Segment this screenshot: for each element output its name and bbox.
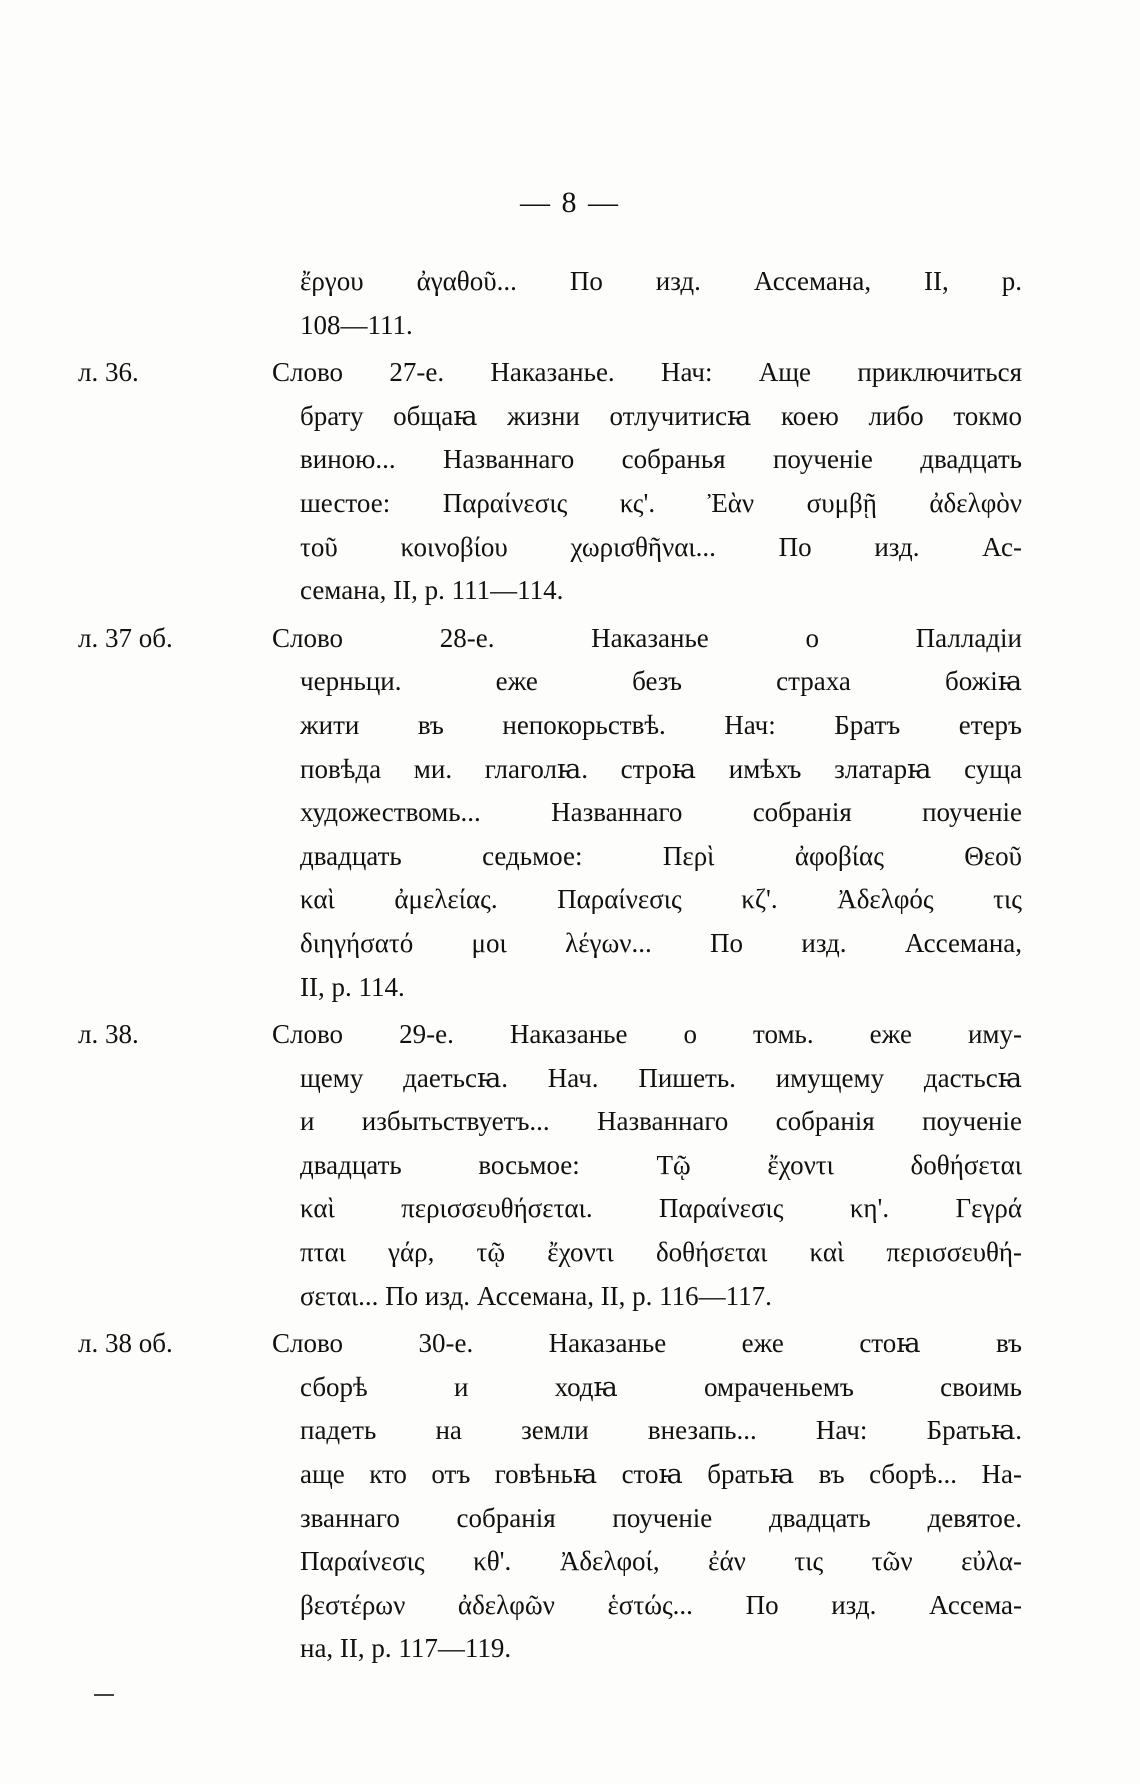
text-line: шестое: Παραίνεσις κς'. Ἐὰν συμβῇ ἀδελφὸν: [300, 487, 1022, 518]
text-line: художествомь... Названнаго собранія поученіе: [300, 797, 1022, 828]
text-line: ἔργου ἀγαθοῦ... По изд. Ассемана, II, р.: [300, 266, 1022, 296]
text-line: жити въ непокорьствѣ. Нач: Братъ етеръ: [300, 709, 1022, 740]
folio-label: л. 38.: [78, 1019, 139, 1050]
folio-label: л. 38 об.: [78, 1328, 173, 1359]
entry: [78, 1013, 1022, 1318]
text-line: и избытьствуетъ... Названнаго собранія поученіе: [300, 1106, 1022, 1137]
text-line: διηγήσατό μοι λέγων... По изд. Ассемана,: [300, 927, 1022, 958]
text-line: падеть на земли внезапь... Нач: Братьꙗ.: [300, 1415, 1022, 1446]
text-line: Слово 29-е. Наказанье о томь. еже иму-: [272, 1019, 1022, 1050]
page-number: — 8 —: [520, 186, 620, 219]
text-line: повѣда ми. глаголꙗ. строꙗ имѣхъ златарꙗ суща: [300, 753, 1022, 784]
margin-rule: [94, 1694, 114, 1696]
entry: [78, 1322, 1022, 1671]
text-line: черньци. еже безъ страха божіꙗ: [300, 666, 1022, 697]
text-line: Слово 30-е. Наказанье еже стоꙗ въ: [272, 1328, 1022, 1359]
text-line: двадцать восьмое: Τῷ ἔχοντι δοθήσεται: [300, 1149, 1022, 1180]
folio-reference: [0, 1013, 300, 1057]
text-block: [78, 260, 1022, 1671]
text-line: виною... Названнаго собранья поученіе двадцать: [300, 444, 1022, 475]
text-line: καὶ ἀμελείας. Παραίνεσις κζ'. Ἀδελφός τις: [300, 884, 1022, 915]
text-line: Слово 28-е. Наказанье о Палладіи: [272, 622, 1022, 653]
text-line: сборѣ и ходꙗ омраченьемъ своимь: [300, 1371, 1022, 1402]
folio-reference: [0, 1322, 300, 1366]
text-line: πται γάρ, τῷ ἔχοντι δοθήσεται καὶ περισσευθή-: [300, 1237, 1022, 1268]
folio-reference: [0, 351, 300, 395]
text-line: Слово 27-е. Наказанье. Нач: Аще приключиться: [272, 357, 1022, 388]
entry: [300, 260, 1022, 347]
text-line: σεται... По изд. Ассемана, II, р. 116—117.: [300, 1280, 772, 1311]
entry: [78, 351, 1022, 613]
text-line: II, р. 114.: [300, 971, 405, 1002]
text-line: аще кто отъ говѣньꙗ стоꙗ братьꙗ въ сборѣ... На-: [300, 1459, 1022, 1490]
text-line: семана, II, р. 111—114.: [300, 575, 564, 606]
text-line: καὶ περισσευθήσεται. Παραίνεσις κη'. Γεγρά: [300, 1193, 1022, 1224]
folio-label: л. 37 об.: [78, 622, 173, 653]
text-line: двадцать седьмое: Περὶ ἀφοβίας Θεοῦ: [300, 840, 1022, 871]
entry: [78, 617, 1022, 1009]
folio-label: л. 36.: [78, 357, 139, 388]
text-line: брату общаꙗ жизни отлучитисꙗ коею либо токмо: [300, 400, 1022, 431]
text-line: τοῦ κοινοβίου χωρισθῆναι... По изд. Ас-: [300, 531, 1022, 562]
text-line: званнаго собранія поученіе двадцать девятое.: [300, 1502, 1022, 1533]
text-line: на, II, р. 117—119.: [300, 1633, 512, 1664]
folio-reference: [0, 617, 300, 661]
text-line: Παραίνεσις κθ'. Ἀδελφοί, ἐάν τις τῶν εὐλα-: [300, 1546, 1022, 1577]
text-line: щему даетьсꙗ. Нач. Пишеть. имущему дастьсꙗ: [300, 1062, 1022, 1093]
text-line: 108—111.: [300, 309, 413, 340]
text-line: βεστέρων ἀδελφῶν ἑστώς... По изд. Ассема-: [300, 1589, 1022, 1620]
